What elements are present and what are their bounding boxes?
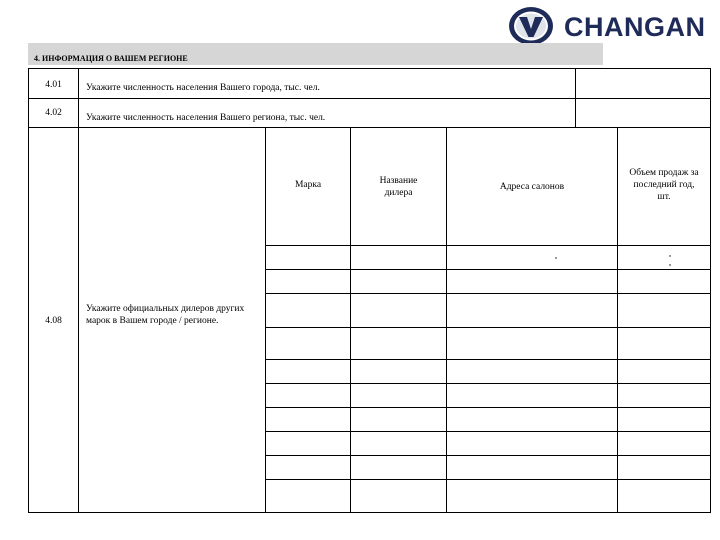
question-region-population: Укажите численность населения Вашего региона, тыс. чел. <box>78 98 576 128</box>
column-header-dealer-name: Название дилера <box>350 127 447 246</box>
dealers-table-body <box>265 245 711 513</box>
column-header-addresses: Адреса салонов <box>446 127 618 246</box>
section-title: 4. ИНФОРМАЦИЯ О ВАШЕМ РЕГИОНЕ <box>28 43 603 65</box>
column-header-sales-volume: Объем продаж за последний год, шт. <box>617 127 711 246</box>
row-number-4-01: 4.01 <box>28 68 79 99</box>
changan-v-emblem-icon <box>506 4 556 48</box>
changan-logo <box>506 4 716 48</box>
row-number-4-08: 4.08 <box>28 127 79 513</box>
question-other-dealers: Укажите официальных дилеров других марок в Вашем городе / регионе. <box>78 127 266 513</box>
row-number-4-02: 4.02 <box>28 98 79 128</box>
brand-name: CHANGAN <box>564 12 706 42</box>
dealers-table-grid <box>265 245 711 513</box>
column-header-brand: Марка <box>265 127 351 246</box>
question-city-population: Укажите численность населения Вашего города, тыс. чел. <box>78 68 576 99</box>
answer-region-population-field[interactable] <box>575 98 711 128</box>
answer-city-population-field[interactable] <box>575 68 711 99</box>
